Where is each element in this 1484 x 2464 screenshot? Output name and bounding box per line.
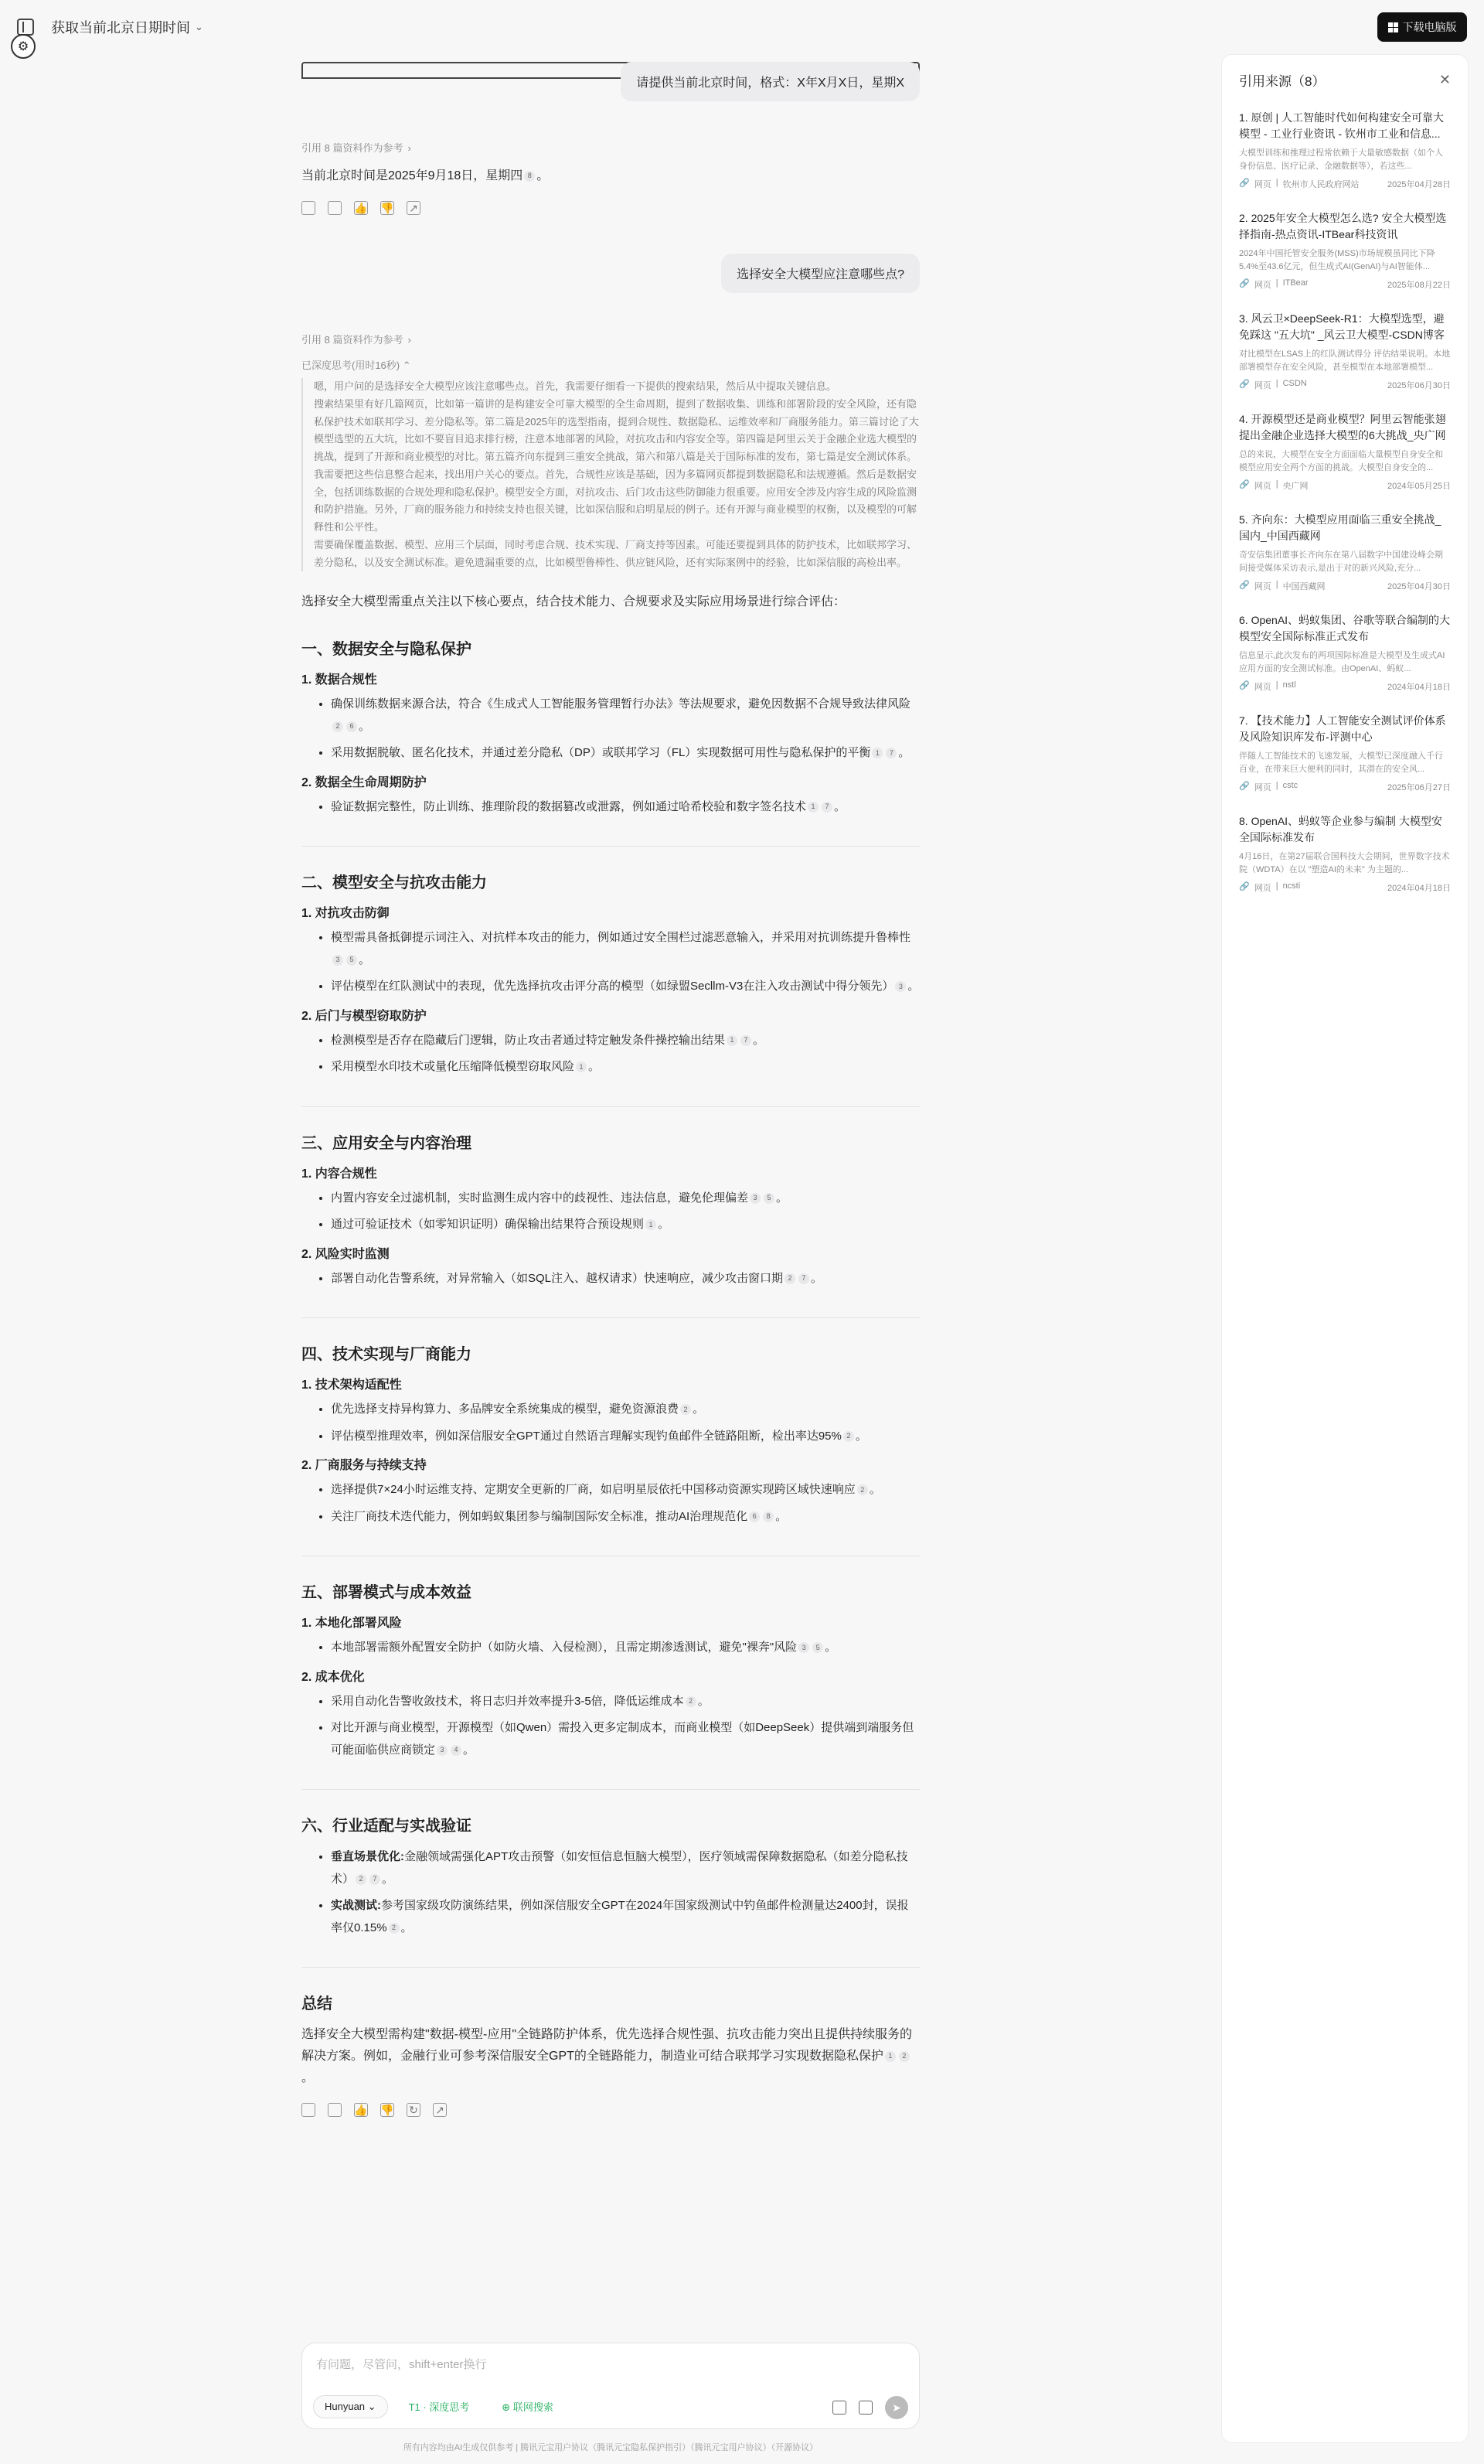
link-icon: 🔗 xyxy=(1239,782,1250,791)
share-icon[interactable]: ↗ xyxy=(433,2103,447,2117)
list-item: • 采用数据脱敏、匿名化技术，并通过差分隐私（DP）或联邦学习（FL）实现数据可用性与隐私保护的平衡 1 7 。 xyxy=(331,742,920,765)
section-heading: 二、模型安全与抗攻击能力 xyxy=(301,874,487,892)
citation-badge[interactable]: 3 xyxy=(437,1745,448,1756)
citation-badge[interactable]: 3 xyxy=(332,955,343,966)
citation-badge[interactable]: 8 xyxy=(763,1511,774,1522)
message-input-box[interactable] xyxy=(301,2343,920,2429)
reference-toggle[interactable]: 引用 8 篇资料作为参考 › xyxy=(301,142,411,154)
source-item[interactable]: 6. OpenAI、蚂蚁集团、谷歌等联合编制的大模型安全国际标准正式发布 信息显示,此次发布的两项国际标准是大模型及生成式AI应用方面的安全测试标准。由OpenAI、蚂蚁... 🔗 网页 | nstl 2024年04月18日 xyxy=(1239,614,1451,692)
citation-badge[interactable]: 5 xyxy=(764,1193,774,1204)
list-item: • 采用自动化告警收敛技术，将日志归并效率提升3-5倍，降低运维成本 2 。 xyxy=(331,1691,920,1713)
citation-badge[interactable]: 2 xyxy=(332,721,343,732)
citation-badge[interactable]: 2 xyxy=(356,1874,366,1885)
link-icon: 🔗 xyxy=(1239,681,1250,690)
gear-icon[interactable]: ⚙ xyxy=(11,34,36,59)
web-search-toggle[interactable]: ⊕ 联网搜索 xyxy=(502,2401,553,2413)
deep-thinking-toggle[interactable]: 已深度思考(用时16秒) ⌃ xyxy=(301,360,411,371)
summary-text: 选择安全大模型需构建"数据-模型-应用"全链路防护体系，优先选择合规性强、抗攻击能力突出且提供持续服务的解决方案。例如，金融行业可参考深信服安全GPT的全链路能力，制造业可结合联邦学习实现数据隐私保护 1 2。 xyxy=(301,2028,913,2085)
thumbs-down-icon[interactable]: 👎 xyxy=(380,201,394,214)
answer-actions xyxy=(301,201,920,215)
list-item: • 采用模型水印技术或量化压缩降低模型窃取风险 1 。 xyxy=(331,1056,920,1079)
citation-badge[interactable]: 3 xyxy=(750,1193,761,1204)
close-icon[interactable]: ✕ xyxy=(1438,72,1451,87)
link-icon: 🔗 xyxy=(1239,882,1250,891)
source-item[interactable]: 4. 开源模型还是商业模型？阿里云智能张翅提出金融企业选择大模型的6大挑战_央广网 总的来说，大模型在安全方面面临大量模型自身安全和模型应用安全两个方面的挑战。大模型自身安全的... 🔗 网页 | 央广网 2024年05月25日 xyxy=(1239,413,1451,491)
citation-badge[interactable]: 4 xyxy=(451,1745,461,1756)
subsection-heading: 2. 数据全生命周期防护 xyxy=(301,775,427,789)
list-item: • 通过可验证技术（如零知识证明）确保输出结果符合预设规则 1 。 xyxy=(331,1214,920,1236)
citation-badge[interactable]: 1 xyxy=(727,1035,737,1046)
subsection-heading: 2. 厂商服务与持续支持 xyxy=(301,1459,427,1473)
citation-badge[interactable]: 7 xyxy=(886,748,897,758)
list-item: • 本地部署需额外配置安全防护（如防火墙、入侵检测），且需定期渗透测试，避免"裸奔"风险 3 5 。 xyxy=(331,1637,920,1659)
list-item: • 部署自动化告警系统，对异常输入（如SQL注入、越权请求）快速响应，减少攻击窗口期 2 7 。 xyxy=(331,1268,920,1290)
subsection-heading: 1. 对抗攻击防御 xyxy=(301,907,390,921)
user-message: 请提供当前北京时间，格式：X年X月X日，星期X xyxy=(301,62,920,101)
source-item[interactable]: 5. 齐向东：大模型应用面临三重安全挑战_国内_中国西藏网 奇安信集团董事长齐向东在第八届数字中国建设峰会期间接受媒体采访表示,是出于对的新兴风险,充分... 🔗 网页 | 中国西藏网 2025年04月30日 xyxy=(1239,513,1451,591)
citation-badge[interactable]: 6 xyxy=(346,721,357,732)
divider xyxy=(301,1789,920,1790)
list-item: • 检测模型是否存在隐藏后门逻辑，防止攻击者通过特定触发条件操控输出结果 1 7 。 xyxy=(331,1030,920,1052)
subsection-heading: 1. 数据合规性 xyxy=(301,673,377,687)
source-item[interactable]: 7. 【技术能力】人工智能安全测试评价体系及风险知识库发布-评测中心 伴随人工智能技术的飞速发展，大模型已深度融入千行百业，在带来巨大便利的同时，其潜在的安全风... 🔗 网页 | cstc 2025年06月27日 xyxy=(1239,714,1451,792)
file-upload-icon[interactable] xyxy=(859,2401,873,2415)
sources-panel xyxy=(1221,54,1469,2443)
citation-badge[interactable]: 5 xyxy=(346,955,357,966)
citation-badge[interactable]: 3 xyxy=(798,1642,809,1653)
link-icon: 🔗 xyxy=(1239,380,1250,389)
list-item: • 垂直场景优化:金融领域需强化APT攻击预警（如安恒信息恒脑大模型），医疗领域需保障数据隐私（如差分隐私技术） 2 7 。 xyxy=(331,1846,920,1890)
list-item: • 评估模型推理效率，例如深信服安全GPT通过自然语言理解实现钓鱼邮件全链路阻断，检出率达95% 2 。 xyxy=(331,1426,920,1448)
citation-badge[interactable]: 8 xyxy=(524,171,535,182)
image-upload-icon[interactable] xyxy=(832,2401,846,2415)
citation-badge[interactable]: 6 xyxy=(749,1511,760,1522)
subsection-heading: 1. 技术架构适配性 xyxy=(301,1379,402,1392)
thumbs-up-icon[interactable]: 👍 xyxy=(354,201,368,214)
chat-area xyxy=(301,62,920,2156)
model-selector[interactable]: Hunyuan ⌄ xyxy=(313,2395,388,2418)
section-heading: 六、行业适配与实战验证 xyxy=(301,1818,471,1835)
send-button[interactable]: ➤ xyxy=(885,2396,908,2419)
sidebar-toggle-icon[interactable] xyxy=(17,19,34,36)
answer-actions xyxy=(301,2103,920,2117)
citation-badge[interactable]: 7 xyxy=(369,1874,380,1885)
citation-badge[interactable]: 1 xyxy=(645,1219,656,1230)
thinking-content: 嗯，用户问的是选择安全大模型应该注意哪些点。首先，我需要仔细看一下提供的搜索结果，然后从中提取关键信息。 搜索结果里有好几篇网页，比如第一篇讲的是构建安全可靠大模型的全生命周期，提到了数据收集、训练和部署阶段的安全风险，还有隐私保护技术如联邦学习、差分隐私等。第二篇是2025年的选型指南，提到合规性、数据隐私、运维效率和厂商服务能力。第三篇讨论了大模型选型的五大坑，比如不要盲目追求排行榜，注意本地部署的风险，对抗攻击和内容安全等。第四篇是阿里云关于金融企业选大模型的挑战，提到了开源和商业模型的对比。第五篇齐向东提到三重安全挑战，第六和第八篇是关于国际标准的发布，第七篇是安全测试体系。 我需要把这些信息整合起来，找出用户关心的要点。首先，合规性应该是基础，因为多篇网页都提到数据隐私和法规遵循。然后是数据安全，包括训练数据的合规处理和隐私保护。模型安全方面，对抗攻击、后门攻击这些防御能力很重要。应用安全涉及内容生成的风险监测和防护措施。另外，厂商的服务能力和持续支持也很关键，比如深信服和启明星辰的例子。还有开源与商业模型的权衡，以及模型的可解释性和公平性。 需要确保覆盖数据、模型、应用三个层面，同时考虑合规、技术实现、厂商支持等因素。可能还要提到具体的防护技术，比如联邦学习、差分隐私，以及安全测试标准。避免遗漏重要的点，比如模型鲁棒性、供应链风险，还有实际案例中的经验，比如深信服的高检出率。 xyxy=(301,378,920,571)
list-item: • 关注厂商技术迭代能力，例如蚂蚁集团参与编制国际安全标准，推动AI治理规范化 6 8 。 xyxy=(331,1506,920,1528)
citation-badge[interactable]: 3 xyxy=(895,981,906,992)
subsection-heading: 2. 成本优化 xyxy=(301,1670,365,1684)
list-item: • 实战测试:参考国家级攻防演练结果，例如深信服安全GPT在2024年国家级测试中钓鱼邮件检测量达2400封，误报率仅0.15% 2 。 xyxy=(331,1895,920,1939)
subsection-heading: 1. 本地化部署风险 xyxy=(301,1617,402,1631)
source-item[interactable]: 1. 原创 | 人工智能时代如何构建安全可靠大模型 - 工业行业资讯 - 钦州市工业和信息... 大模型训练和推理过程常依赖于大量敏感数据（如个人身份信息、医疗记录、金融数据等），若这些... 🔗 网页 | 钦州市人民政府网站 2025年04月28日 xyxy=(1239,111,1451,189)
section-heading: 总结 xyxy=(301,1995,332,2013)
thumbs-up-icon[interactable]: 👍 xyxy=(354,2103,368,2116)
list-item: • 模型需具备抵御提示词注入、对抗样本攻击的能力，例如通过安全围栏过滤恶意输入，并采用对抗训练提升鲁棒性3 5 。 xyxy=(331,927,920,971)
citation-badge[interactable]: 7 xyxy=(822,802,832,813)
citation-badge[interactable]: 1 xyxy=(872,748,883,758)
link-icon: 🔗 xyxy=(1239,480,1250,489)
footer-disclaimer: 所有内容均由AI生成仅供参考 | 腾讯元宝用户协议（腾讯元宝隐私保护指引）（腾讯元宝用户协议）（开源协议） xyxy=(403,2443,819,2452)
divider xyxy=(301,1106,920,1107)
share-icon[interactable]: ↗ xyxy=(407,201,420,215)
source-item[interactable]: 2. 2025年安全大模型怎么选? 安全大模型选择指南-热点资讯-ITBear科技资讯 2024年中国托管安全服务(MSS)市场规模虽同比下降5.4%至43.6亿元，但生成式AI(GenAI)与AI智能体... 🔗 网页 | ITBear 2025年08月22日 xyxy=(1239,212,1451,290)
list-item: • 对比开源与商业模型，开源模型（如Qwen）需投入更多定制成本，而商业模型（如DeepSeek）提供端到端服务但可能面临供应商锁定 3 4 。 xyxy=(331,1717,920,1761)
citation-badge[interactable]: 2 xyxy=(843,1431,854,1442)
list-item: • 确保训练数据来源合法，符合《生成式人工智能服务管理暂行办法》等法规要求，避免因数据不合规导致法律风险2 6 。 xyxy=(331,694,920,738)
download-desktop-button[interactable]: 下载电脑版 xyxy=(1377,12,1467,42)
divider xyxy=(301,1967,920,1968)
citation-badge[interactable]: 7 xyxy=(798,1273,809,1284)
citation-badge[interactable]: 2 xyxy=(899,2051,910,2062)
regenerate-icon[interactable]: ↻ xyxy=(407,2103,420,2117)
list-item: • 优先选择支持异构算力、多品牌安全系统集成的模型，避免资源浪费 2 。 xyxy=(331,1399,920,1421)
section-heading: 四、技术实现与厂商能力 xyxy=(301,1346,471,1364)
citation-badge[interactable]: 2 xyxy=(680,1404,691,1415)
citation-badge[interactable]: 5 xyxy=(812,1642,823,1653)
citation-badge[interactable]: 1 xyxy=(808,802,819,813)
citation-badge[interactable]: 7 xyxy=(740,1035,751,1046)
divider xyxy=(301,1317,920,1318)
section-heading: 一、数据安全与隐私保护 xyxy=(301,641,471,659)
reference-toggle[interactable]: 引用 8 篇资料作为参考 › xyxy=(301,334,411,346)
windows-icon xyxy=(1388,22,1398,32)
copy-icon[interactable] xyxy=(301,2103,315,2117)
citation-badge[interactable]: 2 xyxy=(389,1923,400,1934)
subsection-heading: 2. 后门与模型窃取防护 xyxy=(301,1009,427,1023)
subsection-heading: 2. 风险实时监测 xyxy=(301,1247,390,1261)
citation-badge[interactable]: 2 xyxy=(686,1696,696,1707)
citation-badge[interactable]: 1 xyxy=(885,2051,896,2062)
message-input[interactable]: 有问题，尽管问，shift+enter换行 xyxy=(316,2358,487,2371)
source-item[interactable]: 8. OpenAI、蚂蚁等企业参与编制 大模型安全国际标准发布 4月16日，在第27届联合国科技大会期间，世界数字技术院（WDTA）在以 "塑造AI的未来" 为主题的... 🔗 网页 | ncsti 2024年04月18日 xyxy=(1239,815,1451,893)
conversation-title[interactable]: 获取当前北京日期时间 ⌄ xyxy=(51,20,203,36)
link-icon: 🔗 xyxy=(1239,179,1250,188)
copy-icon[interactable] xyxy=(301,201,315,215)
top-bar xyxy=(0,0,1206,54)
thumbs-down-icon[interactable]: 👎 xyxy=(380,2103,394,2116)
link-icon: 🔗 xyxy=(1239,279,1250,288)
subsection-heading: 1. 内容合规性 xyxy=(301,1167,377,1181)
sources-title: 引用来源（8） xyxy=(1239,74,1326,89)
list-item: • 验证数据完整性，防止训练、推理阶段的数据篡改或泄露，例如通过哈希校验和数字签名技术 1 7 。 xyxy=(331,796,920,819)
citation-badge[interactable]: 2 xyxy=(785,1273,795,1284)
source-item[interactable]: 3. 风云卫×DeepSeek-R1：大模型选型，避免踩这 "五大坑" _风云卫大模型-CSDN博客 对比模型在LSAS上的红队测试得分 评估结果说明。本地部署模型存在安全风险，甚至模型在本地部署模型... 🔗 网页 | CSDN 2025年06月30日 xyxy=(1239,312,1451,390)
answer-intro: 选择安全大模型需重点关注以下核心要点，结合技术能力、合规要求及实际应用场景进行综合评估： xyxy=(301,595,846,609)
citation-badge[interactable]: 2 xyxy=(857,1484,868,1495)
section-heading: 三、应用安全与内容治理 xyxy=(301,1134,471,1152)
save-icon[interactable] xyxy=(328,201,342,215)
list-item: • 评估模型在红队测试中的表现，优先选择抗攻击评分高的模型（如绿盟Secllm-V3在注入攻击测试中得分领先） 3 。 xyxy=(331,976,920,998)
link-icon: 🔗 xyxy=(1239,581,1250,590)
deep-think-toggle[interactable]: T1 · 深度思考 xyxy=(408,2401,470,2413)
answer-text: 当前北京时间是2025年9月18日，星期四 8 。 xyxy=(301,169,550,182)
user-message: 选择安全大模型应注意哪些点? xyxy=(301,254,920,293)
list-item: • 内置内容安全过滤机制，实时监测生成内容中的歧视性、违法信息，避免伦理偏差 3 5 。 xyxy=(331,1188,920,1210)
list-item: • 选择提供7×24小时运维支持、定期安全更新的厂商，如启明星辰依托中国移动资源实现跨区域快速响应 2 。 xyxy=(331,1479,920,1501)
chevron-down-icon: ⌄ xyxy=(195,21,203,32)
section-heading: 五、部署模式与成本效益 xyxy=(301,1584,471,1602)
divider xyxy=(301,846,920,847)
citation-badge[interactable]: 1 xyxy=(576,1062,587,1072)
save-icon[interactable] xyxy=(328,2103,342,2117)
